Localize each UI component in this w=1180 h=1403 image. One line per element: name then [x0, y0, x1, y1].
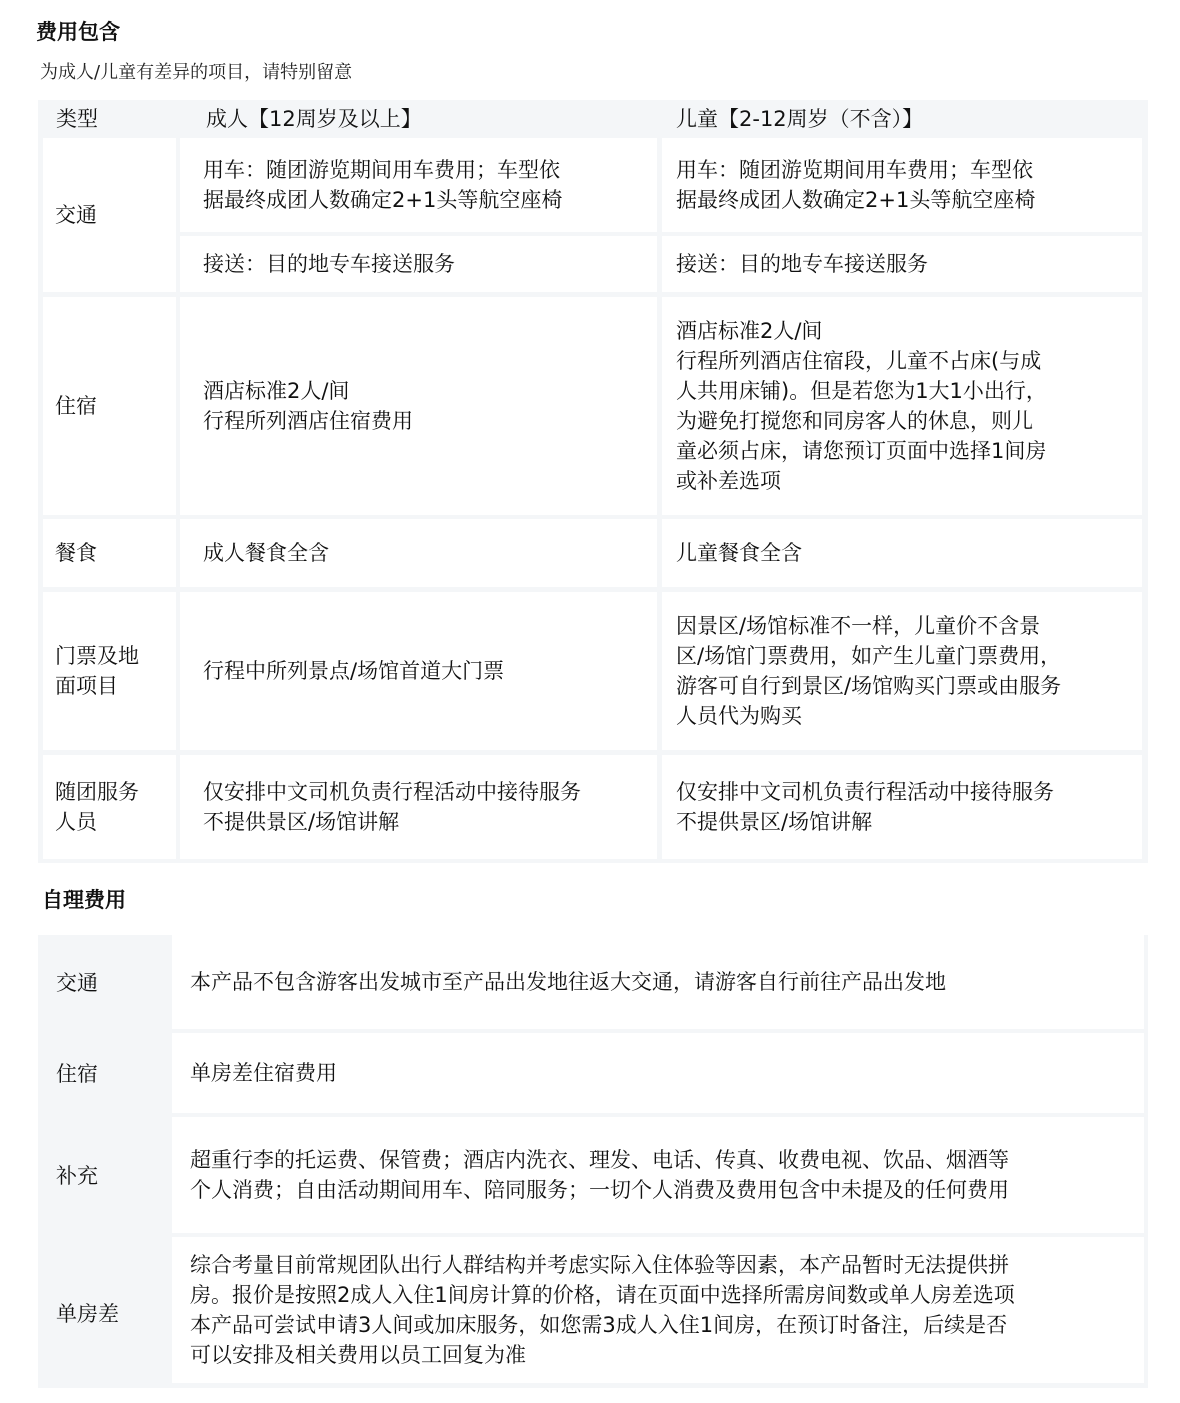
text-line: 据最终成团人数确定2+1头等航空座椅 [203, 188, 563, 212]
self-paid-label: 单房差 [56, 1301, 119, 1326]
row-type-transport [43, 138, 176, 292]
cell-adult-car [180, 138, 657, 232]
text-line: 行程所列酒店住宿段，儿童不占床(与成 [676, 349, 1042, 373]
text-line: 成人餐食全含 [203, 541, 329, 565]
cell-child-meals [662, 519, 1142, 587]
cell-child-staff [662, 755, 1142, 859]
type-label: 人员 [55, 810, 97, 834]
type-label: 面项目 [55, 674, 118, 698]
self-paid-value [172, 1117, 1144, 1233]
text-line: 个人消费；自由活动期间用车、陪同服务；一切个人消费及费用包含中未提及的任何费用 [190, 1178, 1009, 1202]
text-line: 仅安排中文司机负责行程活动中接待服务 [676, 780, 1054, 804]
cell-child-tickets [662, 592, 1142, 750]
cell-adult-staff [180, 755, 657, 859]
row-type-tickets [43, 592, 176, 750]
cell-adult-meals [180, 519, 657, 587]
text-line: 综合考量目前常规团队出行人群结构并考虑实际入住体验等因素，本产品暂时无法提供拼 [190, 1253, 1009, 1277]
text-line: 人共用床铺)。但是若您为1大1小出行， [676, 379, 1047, 403]
text-line: 酒店标准2人/间 [676, 319, 823, 343]
included-table [38, 100, 1148, 863]
text-line: 仅安排中文司机负责行程活动中接待服务 [203, 780, 581, 804]
included-title: 费用包含 [36, 20, 120, 44]
included-note: 为成人/儿童有差异的项目，请特别留意 [40, 62, 353, 83]
text-line: 接送：目的地专车接送服务 [203, 252, 455, 276]
cell-adult-pickup [180, 236, 657, 292]
cell-child-car [662, 138, 1142, 232]
text-line: 可以安排及相关费用以员工回复为准 [190, 1343, 526, 1367]
text-line: 童必须占床，请您预订页面中选择1间房 [676, 439, 1047, 463]
cell-child-lodging [662, 297, 1142, 515]
self-paid-table [38, 935, 1148, 1388]
self-paid-value [172, 1237, 1144, 1383]
self-paid-label: 住宿 [56, 1062, 98, 1086]
row-type-staff [43, 755, 176, 859]
text-line: 游客可自行到景区/场馆购买门票或由服务 [676, 674, 1062, 698]
text-line: 不提供景区/场馆讲解 [676, 810, 873, 834]
text-line: 超重行李的托运费、保管费；酒店内洗衣、理发、电话、传真、收费电视、饮品、烟酒等 [190, 1148, 1009, 1172]
text-line: 区/场馆门票费用，如产生儿童门票费用， [676, 644, 1062, 668]
self-paid-label: 交通 [56, 971, 98, 995]
cell-adult-lodging [180, 297, 657, 515]
self-paid-value [172, 1033, 1144, 1113]
text-line: 据最终成团人数确定2+1头等航空座椅 [676, 188, 1036, 212]
header-type: 类型 [56, 107, 98, 131]
text-line: 本产品不包含游客出发城市至产品出发地往返大交通，请游客自行前往产品出发地 [190, 970, 946, 994]
row-type-meals [43, 519, 176, 587]
self-paid-value [172, 935, 1144, 1029]
header-child: 儿童【2-12周岁（不含）】 [676, 107, 924, 131]
text-line: 因景区/场馆标准不一样，儿童价不含景 [676, 614, 1041, 638]
text-line: 用车：随团游览期间用车费用；车型依 [676, 158, 1033, 182]
text-line: 房。报价是按照2成人入住1间房计算的价格，请在页面中选择所需房间数或单人房差选项 [190, 1283, 1015, 1307]
text-line: 儿童餐食全含 [676, 541, 802, 565]
text-line: 行程中所列景点/场馆首道大门票 [203, 659, 505, 683]
type-label: 住宿 [55, 394, 97, 418]
type-label: 餐食 [55, 541, 97, 565]
text-line: 不提供景区/场馆讲解 [203, 810, 400, 834]
self-paid-label: 补充 [56, 1164, 98, 1188]
text-line: 为避免打搅您和同房客人的休息，则儿 [676, 409, 1033, 433]
self-paid-title: 自理费用 [42, 888, 126, 912]
text-line: 单房差住宿费用 [190, 1061, 337, 1085]
text-line: 本产品可尝试申请3人间或加床服务，如您需3成人入住1间房，在预订时备注，后续是否 [190, 1313, 1008, 1337]
type-label: 交通 [55, 203, 97, 227]
text-line: 行程所列酒店住宿费用 [203, 409, 413, 433]
text-line: 或补差选项 [676, 469, 781, 493]
text-line: 酒店标准2人/间 [203, 379, 350, 403]
row-type-lodging [43, 297, 176, 515]
type-label: 随团服务 [55, 780, 139, 804]
type-label: 门票及地 [55, 644, 139, 668]
text-line: 接送：目的地专车接送服务 [676, 252, 928, 276]
cell-adult-tickets [180, 592, 657, 750]
cell-child-pickup [662, 236, 1142, 292]
text-line: 人员代为购买 [676, 704, 802, 728]
header-adult: 成人【12周岁及以上】 [206, 107, 422, 131]
text-line: 用车：随团游览期间用车费用；车型依 [203, 158, 560, 182]
